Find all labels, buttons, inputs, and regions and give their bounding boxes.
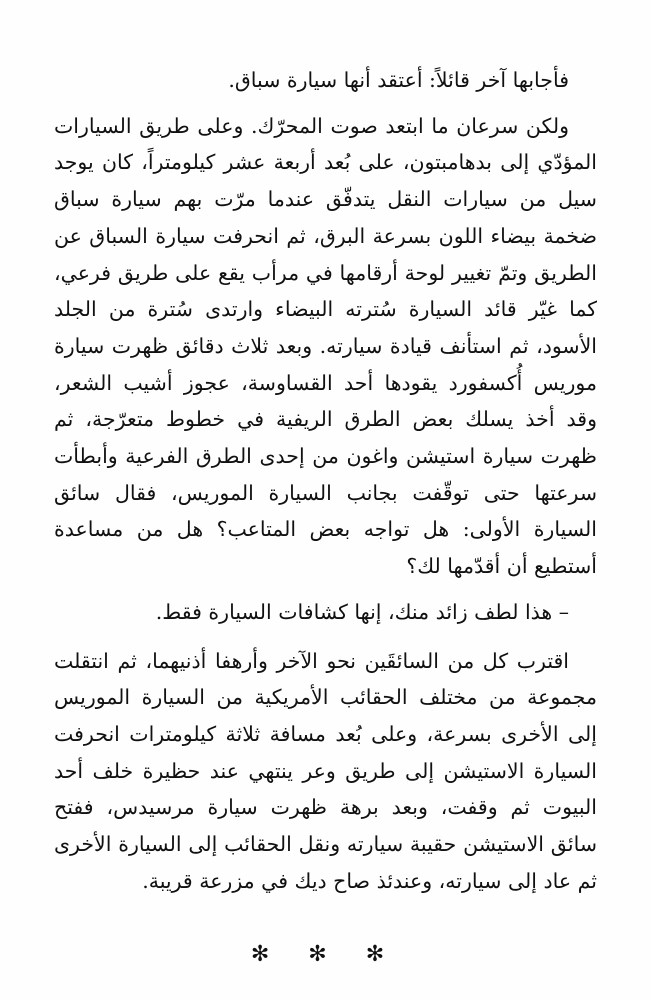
paragraph-3-dialogue: – هذا لطف زائد منك، إنها كشافات السيارة فقط. (155, 599, 569, 624)
section-separator: ✻ ✻ ✻ (250, 942, 401, 967)
paragraph-4: اقترب كل من السائقَين نحو الآخر وأرهفا أذنيهما، ثم انتقلت مجموعة من مختلف الحقائب الأمريكية من السيارة الموريس إلى الأخرى بسرعة، وعلى بُعد مسافة ثلاثة كيلومترات انحرفت السيارة الاستيشن إلى طريق وعر ينتهي عند حظيرة خلف أحد البيوت ثم وقفت، وبعد برهة ظهرت سيارة مرسيدس، ففتح سائق الاستيشن حقيبة سيارته ونقل الحقائب إلى السيارة الأخرى ثم عاد إلى سيارته، وعندئذ صاح ديك في مزرعة قريبة. (54, 648, 597, 893)
paragraph-1: فأجابها آخر قائلاً: أعتقد أنها سيارة سباق. (228, 68, 569, 92)
paragraph-2: ولكن سرعان ما ابتعد صوت المحرّك. وعلى طريق السيارات المؤدّي إلى بدهامبتون، على بُعد أربعة عشر كيلومتراً، كان يوجد سيل من سيارات النقل يتدفّق عندما مرّت بهم سيارة سباق ضخمة بيضاء اللون بسرعة البرق، ثم انحرفت سيارة السباق عن الطريق وتمّ تغيير لوحة أرقامها في مرأب يقع على طريق فرعي، كما غيّر قائد السيارة سُترته البيضاء وارتدى سُترة من الجلد الأسود، ثم استأنف قيادة سيارته. وبعد ثلاث دقائق ظهرت سيارة موريس أُكسفورد يقودها أحد القساوسة، عجوز أشيب الشعر، وقد أخذ يسلك بعض الطرق الريفية في خطوط متعرّجة، ثم ظهرت سيارة استيشن واغون من إحدى الطرق الفرعية وأبطأت سرعتها حتى توقّفت بجانب السيارة الموريس، فقال سائق السيارة الأولى: هل تواجه بعض المتاعب؟ هل من مساعدة أستطيع أن أقدّمها لك؟ (54, 113, 597, 579)
